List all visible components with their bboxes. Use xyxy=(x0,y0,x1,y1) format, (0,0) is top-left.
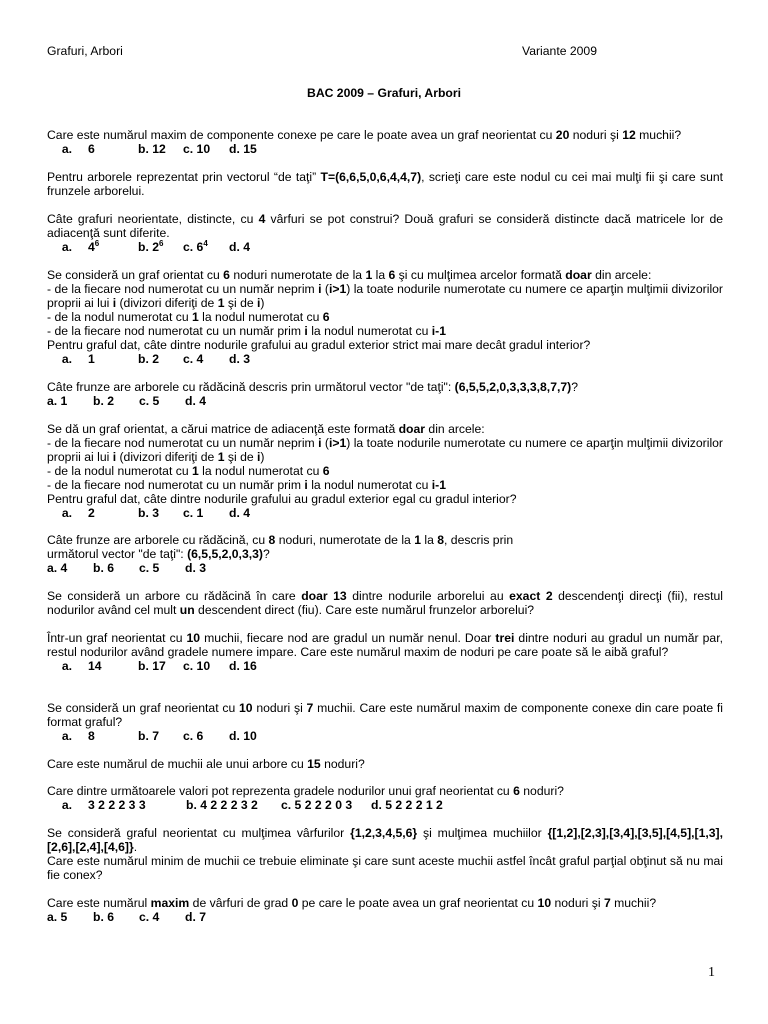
question-9: Într-un graf neorientat cu 10 muchii, fiecare nod are gradul un număr nenul. Doar trei dintre noduri au gradul un număr par, restul nodurilor având gradele numere impare. Care este numărul maxim de noduri pe care poate să le aibă graful? a. 14 b. 17 c. 10 d. 16 xyxy=(47,631,723,673)
question-6: Se dă un graf orientat, a cărui matrice de adiacenţă este formată doar din arcele: - de la fiecare nod numerotat cu un număr neprim i (i>1) la toate nodurile numerotate cu numere ce aparţin mulţimii divizorilor proprii ai lui i (divizori diferiţi de 1 şi de i) - de la nodul numerotat cu 1 la nodul numerotat cu 6 - de la fiecare nod numerotat cu un număr prim i la nodul numerotat cu i-1 Pentru graful dat, câte dintre nodurile grafului au gradul exterior egal cu gradul interior? a. 2 b. 3 c. 1 d. 4 xyxy=(47,422,723,520)
question-13: Se consideră graful neorientat cu mulţimea vârfurilor {1,2,3,4,5,6} şi mulţimea muchiilor {[1,2],[2,3],[3,4],[3,5],[4,5],[1,3],[2,6],[2,4],[4,6]}. Care este numărul minim de muchii ce trebuie eliminate şi care sunt aceste muchii astfel încât graful parţial obţinut să nu mai fie conex? xyxy=(47,826,723,882)
question-7: Câte frunze are arborele cu rădăcină, cu 8 noduri, numerotate de la 1 la 8, descris prin următorul vector "de taţi": (6,5,5,2,0,3,3)? a. 4 b. 6 c. 5 d. 3 xyxy=(47,533,723,575)
answer-options: a. 2 b. 3 c. 1 d. 4 xyxy=(61,506,250,520)
answer-options: a. 1 b. 2 c. 4 d. 3 xyxy=(61,352,250,366)
page-number: 1 xyxy=(708,965,715,980)
question-14: Care este numărul maxim de vârfuri de grad 0 pe care le poate avea un graf neorientat cu 10 noduri şi 7 muchii? a. 5 b. 6 c. 4 d. 7 xyxy=(47,896,723,924)
answer-options: a. 8 b. 7 c. 6 d. 10 xyxy=(61,729,257,743)
header-left: Grafuri, Arbori xyxy=(47,44,123,58)
question-8: Se consideră un arbore cu rădăcină în care doar 13 dintre nodurile arborelui au exact 2 descendenţi direcţi (fii), restul nodurilor având cel mult un descendent direct (fiu). Care este numărul frunzelor arborelui? xyxy=(47,589,724,617)
page-title: BAC 2009 – Grafuri, Arbori xyxy=(307,86,461,100)
question-1: Care este numărul maxim de componente conexe pe care le poate avea un graf neorientat cu 20 noduri şi 12 muchii? a. 6 b. 12 c. 10 d. 15 xyxy=(47,128,723,156)
question-12: Care dintre următoarele valori pot reprezenta gradele nodurilor unui graf neorientat cu 6 noduri? a. 3 2 2 2 3 3 b. 4 2 2 2 3 2 c. 5 2 2 2 0 3 d. 5 2 2 2 1 2 xyxy=(47,784,723,812)
answer-options: a. 4 b. 6 c. 5 d. 3 xyxy=(47,561,206,575)
question-11: Care este numărul de muchii ale unui arbore cu 15 noduri? xyxy=(47,757,365,771)
answer-options: a. 3 2 2 2 3 3 b. 4 2 2 2 3 2 c. 5 2 2 2 0 3 d. 5 2 2 2 1 2 xyxy=(61,798,443,812)
question-4: Se consideră un graf orientat cu 6 noduri numerotate de la 1 la 6 şi cu mulţimea arcelor formată doar din arcele: - de la fiecare nod numerotat cu un număr neprim i (i>1) la toate nodurile numerotate cu numere ce aparţin mulţimii divizorilor proprii ai lui i (divizori diferiţi de 1 şi de i) - de la nodul numerotat cu 1 la nodul numerotat cu 6 - de la fiecare nod numerotat cu un număr prim i la nodul numerotat cu i-1 Pentru graful dat, câte dintre nodurile grafului au gradul exterior strict mai mare decât gradul interior? a. 1 b. 2 c. 4 d. 3 xyxy=(47,268,723,366)
question-2: Pentru arborele reprezentat prin vectorul “de taţi” T=(6,6,5,0,6,4,4,7), scrieţi care este nodul cu cei mai mulţi fii şi care sunt frunzele arborelui. xyxy=(47,170,724,198)
question-5: Câte frunze are arborele cu rădăcină descris prin următorul vector "de taţi": (6,5,5,2,0,3,3,3,8,7,7)? a. 1 b. 2 c. 5 d. 4 xyxy=(47,380,723,408)
question-10: Se consideră un graf neorientat cu 10 noduri şi 7 muchii. Care este numărul maxim de componente conexe din care poate fi format graful? a. 8 b. 7 c. 6 d. 10 xyxy=(47,701,723,743)
question-3: Câte grafuri neorientate, distincte, cu 4 vârfuri se pot construi? Două grafuri se consideră distincte dacă matricele lor de adiacenţă sunt diferite. a. $4^6$ b. $2^6$ c. $6^4$ d. 4 xyxy=(47,212,723,254)
answer-options: a. 6 b. 12 c. 10 d. 15 xyxy=(61,142,257,156)
header-right: Variante 2009 xyxy=(522,44,597,58)
answer-options: a. 5 b. 6 c. 4 d. 7 xyxy=(47,910,206,924)
answer-options: a. $4^6$ b. $2^6$ c. $6^4$ d. 4 xyxy=(61,239,250,254)
answer-options: a. 14 b. 17 c. 10 d. 16 xyxy=(61,659,257,673)
answer-options: a. 1 b. 2 c. 5 d. 4 xyxy=(47,394,206,408)
